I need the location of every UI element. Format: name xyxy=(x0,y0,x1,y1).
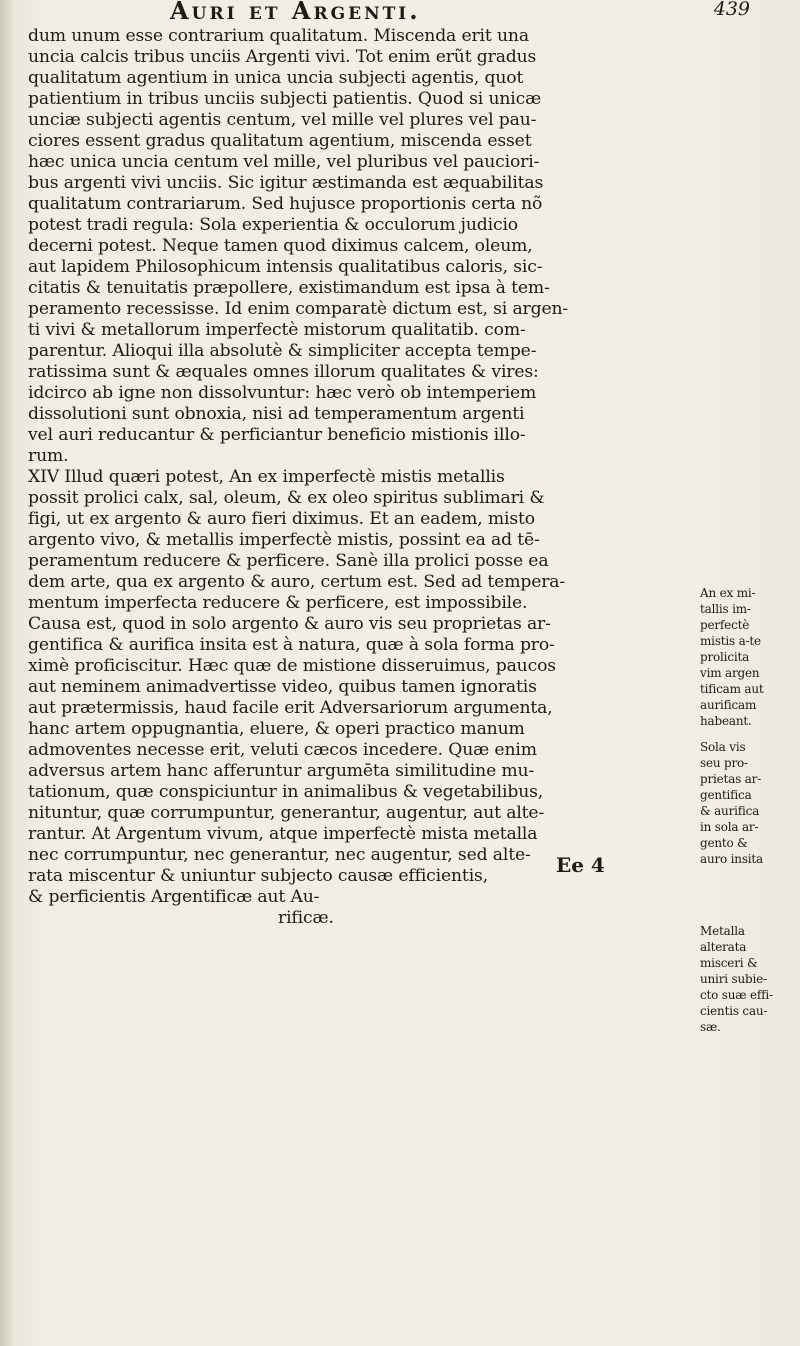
text-line: mentum imperfecta reducere & perficere, est impossibile. xyxy=(28,593,528,613)
margin-note-line: tificam aut xyxy=(700,682,764,696)
margin-note-line: & aurifica xyxy=(700,804,760,818)
page-number: 439 xyxy=(713,0,750,20)
margin-note-line: sæ. xyxy=(700,1020,721,1034)
margin-note-line: alterata xyxy=(700,940,747,954)
text-line: & perficientis Argentificæ aut Au- xyxy=(28,887,320,907)
text-line: admoventes necesse erit, veluti cæcos incedere. Quæ enim xyxy=(28,740,537,760)
text-line: Causa est, quod in solo argento & auro vis seu proprietas ar- xyxy=(28,614,551,634)
margin-note-line: aurificam xyxy=(700,698,757,712)
margin-note-line: gento & xyxy=(700,836,748,850)
text-line: hæc unica uncia centum vel mille, vel pluribus vel pauciori- xyxy=(28,152,540,172)
text-line: aut prætermissis, haud facile erit Adversariorum argumenta, xyxy=(28,698,553,718)
margin-note xyxy=(700,739,796,867)
margin-note-line: gentifica xyxy=(700,788,752,802)
margin-note-line: auro insita xyxy=(700,852,763,866)
text-line: rificæ. xyxy=(278,908,334,928)
text-line: figi, ut ex argento & auro fieri diximus. Et an eadem, misto xyxy=(28,509,535,529)
text-line: bus argenti vivi unciis. Sic igitur æstimanda est æquabilitas xyxy=(28,173,544,193)
margin-note-line: tallis im- xyxy=(700,602,751,616)
text-line: hanc artem oppugnantia, eluere, & operi practico manum xyxy=(28,719,525,739)
text-line: gentifica & aurifica insita est à natura, quæ à sola forma pro- xyxy=(28,635,555,655)
text-line: ciores essent gradus qualitatum agentium, miscenda esset xyxy=(28,131,532,151)
text-line: possit prolici calx, sal, oleum, & ex oleo spiritus sublimari & xyxy=(28,488,545,508)
margin-note xyxy=(700,923,796,1035)
catchword-line xyxy=(556,853,635,877)
text-line: qualitatum contrariarum. Sed hujusce proportionis certa nõ xyxy=(28,194,543,214)
margin-note-line: vim argen xyxy=(700,666,760,680)
text-line: rata miscentur & uniuntur subjecto causæ efficientis, xyxy=(28,866,489,886)
text-line: dem arte, qua ex argento & auro, certum est. Sed ad tempera- xyxy=(28,572,566,592)
running-head xyxy=(170,0,750,24)
text-line: potest tradi regula: Sola experientia & occulorum judicio xyxy=(28,215,518,235)
text-line: nec corrumpuntur, nec generantur, nec augentur, sed alte- xyxy=(28,845,531,865)
text-line: adversus artem hanc afferuntur argumēta similitudine mu- xyxy=(28,761,535,781)
margin-note-line: cientis cau- xyxy=(700,1004,768,1018)
signature-mark: Ee 4 xyxy=(556,853,605,877)
margin-note-line: habeant. xyxy=(700,714,752,728)
text-line: peramentum reducere & perficere. Sanè illa prolici posse ea xyxy=(28,551,549,571)
text-line: patientium in tribus unciis subjecti patientis. Quod si unicæ xyxy=(28,89,542,109)
margin-note-line: mistis a-te xyxy=(700,634,761,648)
margin-note-line: prolicita xyxy=(700,650,750,664)
text-line: unciæ subjecti agentis centum, vel mille vel plures vel pau- xyxy=(28,110,537,130)
text-line: aut neminem animadvertisse video, quibus tamen ignoratis xyxy=(28,677,537,697)
text-line: rum. xyxy=(28,446,69,466)
text-line: XIV Illud quæri potest, An ex imperfectè mistis metallis xyxy=(28,467,505,487)
text-line: idcirco ab igne non dissolvuntur: hæc verò ob intemperiem xyxy=(28,383,537,403)
text-line: qualitatum agentium in unica uncia subjecti agentis, quot xyxy=(28,68,524,88)
running-head-title: Auri et Argenti. xyxy=(170,0,421,25)
margin-note-line: seu pro- xyxy=(700,756,748,770)
text-line: citatis & tenuitatis præpollere, existimandum est ipsa à tem- xyxy=(28,278,550,298)
text-line: tationum, quæ conspiciuntur in animalibus & vegetabilibus, xyxy=(28,782,544,802)
text-line: vel auri reducantur & perficiantur beneficio mistionis illo- xyxy=(28,425,526,445)
text-line: decerni potest. Neque tamen quod diximus calcem, oleum, xyxy=(28,236,533,256)
margin-note-line: uniri subie- xyxy=(700,972,767,986)
text-line: nituntur, quæ corrumpuntur, generantur, augentur, aut alte- xyxy=(28,803,545,823)
text-line: ti vivi & metallorum imperfectè mistorum qualitatib. com- xyxy=(28,320,526,340)
margin-note-line: Sola vis xyxy=(700,740,746,754)
text-line: ximè proficiscitur. Hæc quæ de mistione disseruimus, paucos xyxy=(28,656,556,676)
text-line: parentur. Alioqui illa absolutè & simpliciter accepta tempe- xyxy=(28,341,537,361)
text-line: uncia calcis tribus unciis Argenti vivi. Tot enim erũt gradus xyxy=(28,47,537,67)
text-line: rantur. At Argentum vivum, atque imperfectè mista metalla xyxy=(28,824,538,844)
text-line: peramento recessisse. Id enim comparatè dictum est, si argen- xyxy=(28,299,569,319)
margin-note-line: perfectè xyxy=(700,618,750,632)
text-line: dissolutioni sunt obnoxia, nisi ad temperamentum argenti xyxy=(28,404,525,424)
margin-notes xyxy=(700,585,796,1049)
margin-note-line: Metalla xyxy=(700,924,745,938)
gutter-shadow xyxy=(0,0,14,1346)
margin-note-line: misceri & xyxy=(700,956,758,970)
body-text xyxy=(28,26,688,929)
margin-note xyxy=(700,585,796,729)
margin-note-line: in sola ar- xyxy=(700,820,759,834)
text-line: dum unum esse contrarium qualitatum. Miscenda erit una xyxy=(28,26,529,46)
margin-note-line: An ex mi- xyxy=(700,586,756,600)
text-line: argento vivo, & metallis imperfectè mistis, possint ea ad tē- xyxy=(28,530,540,550)
text-line: ratissima sunt & æquales omnes illorum qualitates & vires: xyxy=(28,362,539,382)
text-line: aut lapidem Philosophicum intensis qualitatibus caloris, sic- xyxy=(28,257,543,277)
margin-note-line: prietas ar- xyxy=(700,772,762,786)
margin-note-line: cto suæ effi- xyxy=(700,988,773,1002)
